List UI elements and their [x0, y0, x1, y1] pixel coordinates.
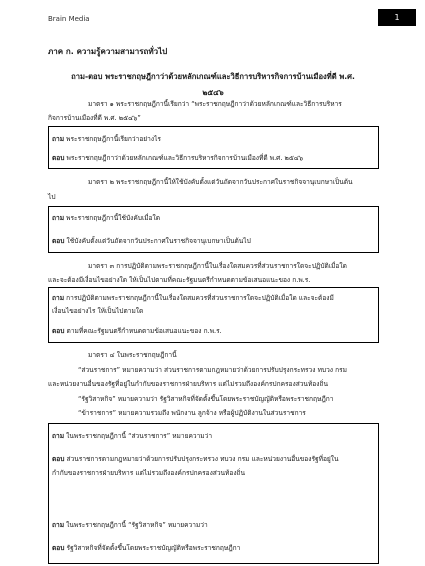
answer-label: ตอบ [52, 237, 65, 245]
question-text: พระราชกฤษฎีกานี้ใช้บังคับเมื่อใด [66, 214, 161, 222]
question-label: ถาม [52, 135, 65, 143]
question-label: ถาม [52, 432, 65, 440]
answer-text: ใช้บังคับตั้งแต่วันถัดจากวันประกาศในราชกิจจานุเบกษาเป็นต้นไป [66, 237, 251, 245]
article-4-line: “รัฐวิสาหกิจ” หมายความว่า รัฐวิสาหกิจที่จัดตั้งขึ้นโดยพระราชบัญญัติหรือพระราชกฤษฎีกา [78, 395, 334, 403]
qa-box-2 [48, 206, 379, 253]
answer-text: ส่วนราชการตามกฎหมายว่าด้วยการปรับปรุงกระทรวง ทบวง กรม และหน่วยงานอื่นของรัฐที่อยู่ใน [66, 455, 339, 463]
question-text: ในพระราชกฤษฎีกานี้ “รัฐวิสาหกิจ” หมายความว่า [66, 521, 208, 529]
qa-title: ถาม-ตอบ พระราชกฤษฎีกาว่าด้วยหลักเกณฑ์และวิธีการบริหารกิจการบ้านเมืองที่ดี พ.ศ. [71, 72, 355, 81]
answer-label: ตอบ [52, 154, 65, 162]
qa-title-year: ๒๕๔๖ [202, 88, 224, 97]
article-4-line: “ข้าราชการ” หมายความรวมถึง พนักงาน ลูกจ้าง หรือผู้ปฏิบัติงานในส่วนราชการ [78, 409, 306, 417]
question-text: ในพระราชกฤษฎีกานี้ “ส่วนราชการ” หมายความว่า [66, 432, 213, 440]
article-2-line: ไป [48, 193, 56, 201]
qa-box-4 [48, 423, 379, 564]
qa-box-1 [48, 126, 379, 169]
article-1-line: มาตรา ๑ พระราชกฤษฎีกานี้เรียกว่า “พระราชกฤษฎีกาว่าด้วยหลักเกณฑ์และวิธีการบริหาร [88, 100, 342, 108]
article-2-line: มาตรา ๒ พระราชกฤษฎีกานี้ให้ใช้บังคับตั้งแต่วันถัดจากวันประกาศในราชกิจจานุเบกษาเป็นต้น [88, 178, 353, 186]
article-1-line: กิจการบ้านเมืองที่ดี พ.ศ. ๒๕๔๖” [48, 114, 141, 122]
answer-text: รัฐวิสาหกิจที่จัดตั้งขึ้นโดยพระราชบัญญัติหรือพระราชกฤษฎีกา [66, 544, 241, 552]
article-4-line: “ส่วนราชการ” หมายความว่า ส่วนราชการตามกฎหมายว่าด้วยการปรับปรุงกระทรวง ทบวง กรม [78, 366, 348, 374]
question-label: ถาม [52, 521, 65, 529]
question-label: ถาม [52, 294, 65, 302]
answer-text: กำกับของราชการฝ่ายบริหาร แต่ไม่รวมถึงองค์กรปกครองส่วนท้องถิ่น [52, 469, 246, 477]
question-text: การปฏิบัติตามพระราชกฤษฎีกานี้ในเรื่องใดสมควรที่ส่วนราชการใดจะปฏิบัติเมื่อใด และจะต้องมี [66, 294, 334, 302]
question-label: ถาม [52, 214, 65, 222]
answer-text: พระราชกฤษฎีกาว่าด้วยหลักเกณฑ์และวิธีการบริหารกิจการบ้านเมืองที่ดี พ.ศ. ๒๕๔๖ [66, 154, 304, 162]
qa-box-3 [48, 287, 379, 343]
question-text: เงื่อนไขอย่างไร ให้เป็นไปตามใด [52, 307, 144, 315]
article-4-line: มาตรา ๔ ในพระราชกฤษฎีกานี้ [88, 351, 177, 359]
page-number-badge: 1 [378, 9, 416, 26]
answer-label: ตอบ [52, 455, 65, 463]
article-4-line: และหน่วยงานอื่นของรัฐที่อยู่ในกำกับของราชการฝ่ายบริหาร แต่ไม่รวมถึงองค์กรปกครองส่วนท้องถิ่น [48, 380, 328, 388]
answer-label: ตอบ [52, 544, 65, 552]
answer-text: ตามที่คณะรัฐมนตรีกำหนดตามข้อเสนอแนะของ ก.พ.ร. [66, 327, 222, 335]
question-text: พระราชกฤษฎีกานี้เรียกว่าอย่างไร [66, 135, 161, 143]
article-3-line: มาตรา ๓ การปฏิบัติตามพระราชกฤษฎีกานี้ในเรื่องใดสมควรที่ส่วนราชการใดจะปฏิบัติเมื่อใด [88, 262, 347, 270]
header-publisher: Brain Media [48, 15, 90, 23]
answer-label: ตอบ [52, 327, 65, 335]
article-3-line: และจะต้องมีเงื่อนไขอย่างใด ให้เป็นไปตามที่คณะรัฐมนตรีกำหนดตามข้อเสนอแนะของ ก.พ.ร. [48, 276, 311, 284]
section-title: ภาค ก. ความรู้ความสามารถทั่วไป [48, 47, 168, 56]
